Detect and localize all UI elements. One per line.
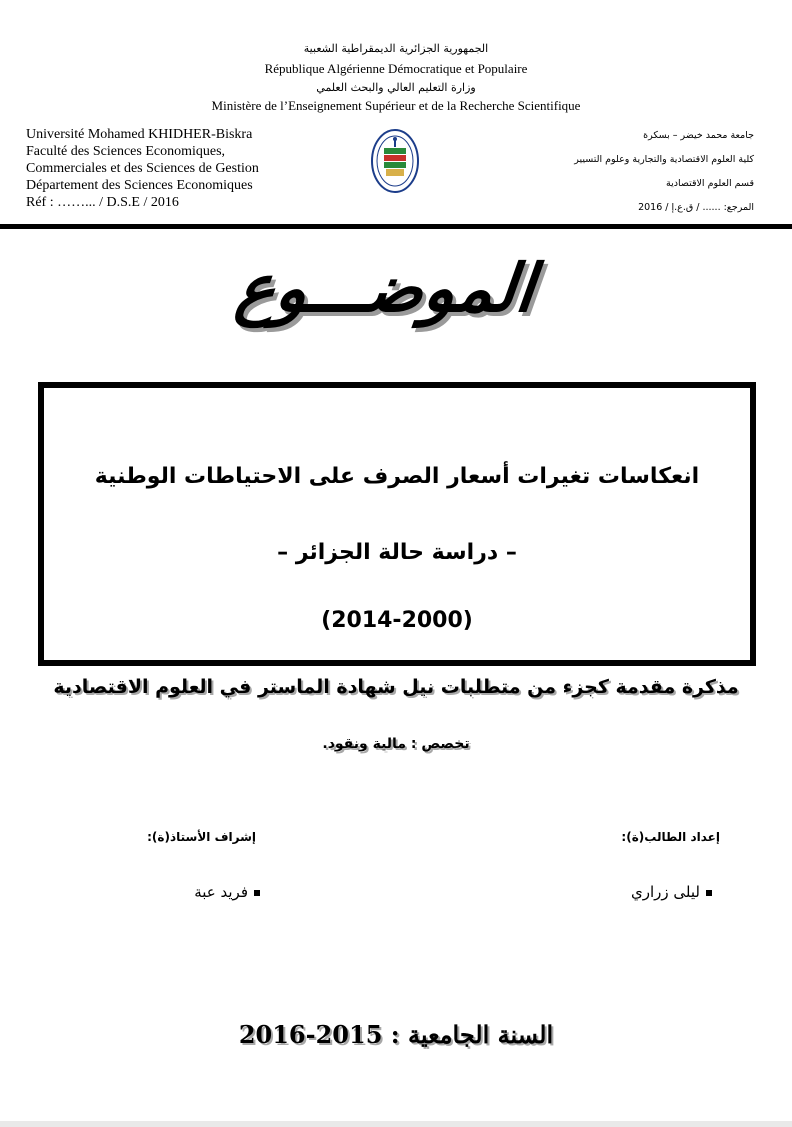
institution-block-ar	[494, 124, 754, 216]
thesis-subtitle: – دراسة حالة الجزائر –	[277, 540, 517, 565]
reference-ar: المرجع: ...... / ق.ع.إ / 2016	[638, 202, 754, 213]
university-emblem-icon	[370, 128, 420, 194]
institution-block-fr	[26, 126, 311, 216]
thesis-title: انعكاسات تغيرات أسعار الصرف على الاحتياطات الوطنية	[94, 464, 700, 489]
specialization: تخصص : مالية ونقود.	[322, 736, 470, 752]
bullet-icon	[254, 890, 260, 896]
topic-heading: الموضـــوع	[231, 250, 539, 327]
academic-year: السنة الجامعية : 2015-2016	[238, 1020, 554, 1049]
thesis-period: (2014-2000)	[321, 608, 473, 633]
thesis-title-frame	[38, 382, 756, 666]
reference-fr: Réf : ……... / D.S.E / 2016	[26, 195, 179, 210]
university-name-ar: جامعة محمد خيضر – بسكرة	[643, 130, 754, 141]
student-name: ليلى زراري	[631, 883, 700, 901]
republic-arabic: الجمهورية الجزائرية الديمقراطية الشعبية	[303, 42, 489, 55]
student-name-row	[631, 883, 712, 901]
faculty-name-ar: كلية العلوم الاقتصادية والتجارية وعلوم التسيير	[574, 154, 754, 165]
supervisor-name: فريد عبة	[194, 883, 248, 901]
bullet-icon	[706, 890, 712, 896]
department-name-fr: Département des Sciences Economiques	[26, 178, 253, 193]
department-name-ar: قسم العلوم الاقتصادية	[666, 178, 754, 189]
supervisor-label: إشراف الأستاذ(ة):	[147, 830, 256, 844]
ministry-arabic: وزارة التعليم العالي والبحث العلمي	[316, 81, 476, 94]
faculty-name-fr: Faculté des Sciences Economiques,	[26, 144, 226, 159]
ministry-french: Ministère de l’Enseignement Supérieur et de la Recherche Scientifique	[211, 98, 581, 113]
memo-statement: مذكرة مقدمة كجزء من متطلبات نيل شهادة الماستر في العلوم الاقتصادية	[53, 676, 739, 698]
republic-french: République Algérienne Démocratique et Populaire	[264, 61, 528, 76]
university-name-fr: Université Mohamed KHIDHER-Biskra	[26, 127, 253, 142]
supervisor-name-row	[170, 883, 260, 901]
student-label: إعداد الطالب(ة):	[621, 830, 720, 844]
page-bottom-edge	[0, 1121, 792, 1127]
faculty-name-fr-cont: Commerciales et des Sciences de Gestion	[26, 161, 259, 176]
header-divider	[0, 224, 792, 229]
